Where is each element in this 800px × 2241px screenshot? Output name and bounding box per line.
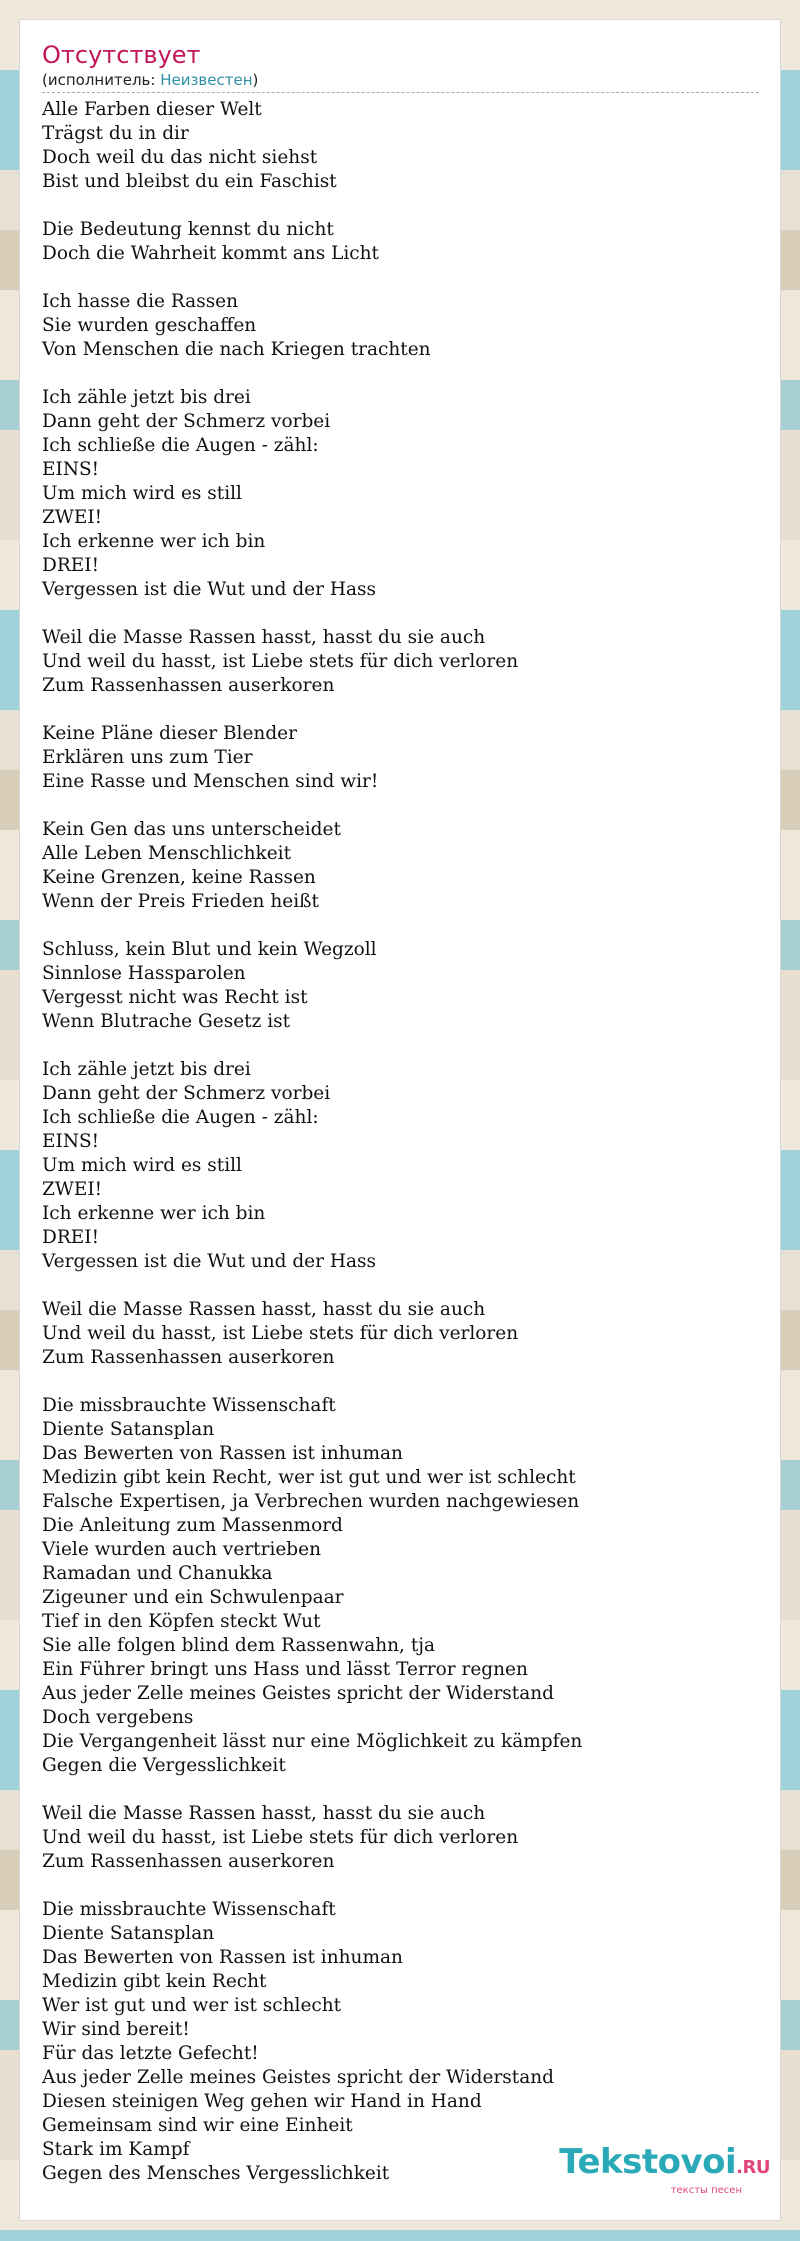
stanza (42, 98, 762, 194)
stanza (42, 1298, 762, 1370)
lyric-line: Diente Satansplan (42, 1923, 215, 1944)
lyric-line: Um mich wird es still (42, 1155, 242, 1176)
lyric-line: Weil die Masse Rassen hasst, hasst du sie auch (42, 1803, 486, 1824)
lyric-line: Vergessen ist die Wut und der Hass (42, 1251, 377, 1272)
lyric-line: Zigeuner und ein Schwulenpaar (42, 1587, 344, 1608)
lyric-line: Eine Rasse und Menschen sind wir! (42, 771, 379, 792)
lyric-line: Von Menschen die nach Kriegen trachten (42, 339, 431, 360)
lyric-line: Ich schließe die Augen - zähl: (42, 435, 319, 456)
stanza (42, 1802, 762, 1874)
lyric-line: Die missbrauchte Wissenschaft (42, 1899, 336, 1920)
lyric-line: Bist und bleibst du ein Faschist (42, 171, 337, 192)
performer-link[interactable]: Неизвестен (160, 71, 253, 89)
lyric-line: Um mich wird es still (42, 483, 242, 504)
lyric-line: DREI! (42, 555, 100, 576)
lyric-line: Schluss, kein Blut und kein Wegzoll (42, 939, 377, 960)
lyric-line: Zum Rassenhassen auserkoren (42, 1347, 335, 1368)
lyric-line: Doch die Wahrheit kommt ans Licht (42, 243, 379, 264)
lyric-line: Sie wurden geschaffen (42, 315, 257, 336)
lyric-line: Wer ist gut und wer ist schlecht (42, 1995, 342, 2016)
lyrics-text (42, 98, 762, 2210)
lyric-line: Ein Führer bringt uns Hass und lässt Terror regnen (42, 1659, 528, 1680)
song-header (42, 40, 759, 93)
lyric-line: Ich erkenne wer ich bin (42, 1203, 266, 1224)
lyric-line: Falsche Expertisen, ja Verbrechen wurden nachgewiesen (42, 1491, 580, 1512)
lyric-line: Ich zähle jetzt bis drei (42, 387, 251, 408)
lyrics-card (20, 20, 780, 2220)
lyric-line: Zum Rassenhassen auserkoren (42, 1851, 335, 1872)
lyric-line: Die missbrauchte Wissenschaft (42, 1395, 336, 1416)
lyric-line: Und weil du hasst, ist Liebe stets für dich verloren (42, 1323, 519, 1344)
lyric-line: Trägst du in dir (42, 123, 189, 144)
lyric-line: Tief in den Köpfen steckt Wut (42, 1611, 321, 1632)
song-title: Отсутствует (42, 41, 201, 69)
lyric-line: Sinnlose Hassparolen (42, 963, 246, 984)
lyric-line: Gemeinsam sind wir eine Einheit (42, 2115, 353, 2136)
stanza (42, 722, 762, 794)
lyric-line: DREI! (42, 1227, 100, 1248)
lyric-line: EINS! (42, 1131, 100, 1152)
lyric-line: Sie alle folgen blind dem Rassenwahn, tja (42, 1635, 436, 1656)
lyric-line: Gegen die Vergesslichkeit (42, 1755, 286, 1776)
stanza (42, 290, 762, 362)
stanza (42, 938, 762, 1034)
lyric-line: Kein Gen das uns unterscheidet (42, 819, 341, 840)
logo-tld: .RU (736, 2157, 770, 2178)
lyric-line: Viele wurden auch vertrieben (42, 1539, 322, 1560)
lyric-line: Keine Pläne dieser Blender (42, 723, 297, 744)
lyric-line: Diesen steinigen Weg gehen wir Hand in Hand (42, 2091, 482, 2112)
stanza (42, 626, 762, 698)
performer-line (42, 70, 759, 93)
stanza (42, 818, 762, 914)
lyric-line: Das Bewerten von Rassen ist inhuman (42, 1443, 403, 1464)
lyric-line: Doch weil du das nicht siehst (42, 147, 318, 168)
lyric-line: Wenn der Preis Frieden heißt (42, 891, 319, 912)
lyric-line: Gegen des Mensches Vergesslichkeit (42, 2163, 390, 2184)
lyric-line: Ramadan und Chanukka (42, 1563, 273, 1584)
lyric-line: Keine Grenzen, keine Rassen (42, 867, 316, 888)
lyric-line: EINS! (42, 459, 100, 480)
stanza (42, 1394, 762, 1778)
lyric-line: Aus jeder Zelle meines Geistes spricht der Widerstand (42, 2067, 555, 2088)
lyric-line: Dann geht der Schmerz vorbei (42, 1083, 331, 1104)
lyric-line: Dann geht der Schmerz vorbei (42, 411, 331, 432)
stanza (42, 218, 762, 266)
performer-prefix: (исполнитель: (42, 71, 161, 89)
lyric-line: Vergesst nicht was Recht ist (42, 987, 308, 1008)
stanza (42, 386, 762, 602)
lyric-line: Medizin gibt kein Recht, wer ist gut und wer ist schlecht (42, 1467, 576, 1488)
stanza (42, 1058, 762, 1274)
logo-tagline: тексты песен (670, 2185, 742, 2196)
lyric-line: Diente Satansplan (42, 1419, 215, 1440)
performer-suffix: ) (252, 71, 259, 89)
lyric-line: Alle Leben Menschlichkeit (42, 843, 292, 864)
logo-wordmark (559, 2144, 770, 2186)
lyric-line: Wir sind bereit! (42, 2019, 190, 2040)
lyric-line: Weil die Masse Rassen hasst, hasst du sie auch (42, 627, 486, 648)
lyric-line: Wenn Blutrache Gesetz ist (42, 1011, 291, 1032)
lyric-line: Die Vergangenheit lässt nur eine Möglichkeit zu kämpfen (42, 1731, 583, 1752)
lyric-line: Und weil du hasst, ist Liebe stets für dich verloren (42, 1827, 519, 1848)
lyric-line: Das Bewerten von Rassen ist inhuman (42, 1947, 403, 1968)
lyric-line: Ich erkenne wer ich bin (42, 531, 266, 552)
lyric-line: Alle Farben dieser Welt (42, 99, 262, 120)
lyric-line: Vergessen ist die Wut und der Hass (42, 579, 377, 600)
lyric-line: Die Anleitung zum Massenmord (42, 1515, 343, 1536)
lyric-line: ZWEI! (42, 507, 103, 528)
lyric-line: Aus jeder Zelle meines Geistes spricht der Widerstand (42, 1683, 555, 1704)
lyric-line: Stark im Kampf (42, 2139, 190, 2160)
lyric-line: Die Bedeutung kennst du nicht (42, 219, 334, 240)
lyric-line: Medizin gibt kein Recht (42, 1971, 267, 1992)
logo-name: Tekstovoi (559, 2142, 737, 2182)
lyric-line: Weil die Masse Rassen hasst, hasst du sie auch (42, 1299, 486, 1320)
lyric-line: ZWEI! (42, 1179, 103, 1200)
lyric-line: Doch vergebens (42, 1707, 194, 1728)
lyric-line: Ich schließe die Augen - zähl: (42, 1107, 319, 1128)
lyric-line: Zum Rassenhassen auserkoren (42, 675, 335, 696)
lyric-line: Und weil du hasst, ist Liebe stets für dich verloren (42, 651, 519, 672)
lyric-line: Für das letzte Gefecht! (42, 2043, 259, 2064)
site-logo[interactable] (559, 2144, 770, 2196)
lyric-line: Erklären uns zum Tier (42, 747, 253, 768)
lyric-line: Ich hasse die Rassen (42, 291, 239, 312)
lyric-line: Ich zähle jetzt bis drei (42, 1059, 251, 1080)
